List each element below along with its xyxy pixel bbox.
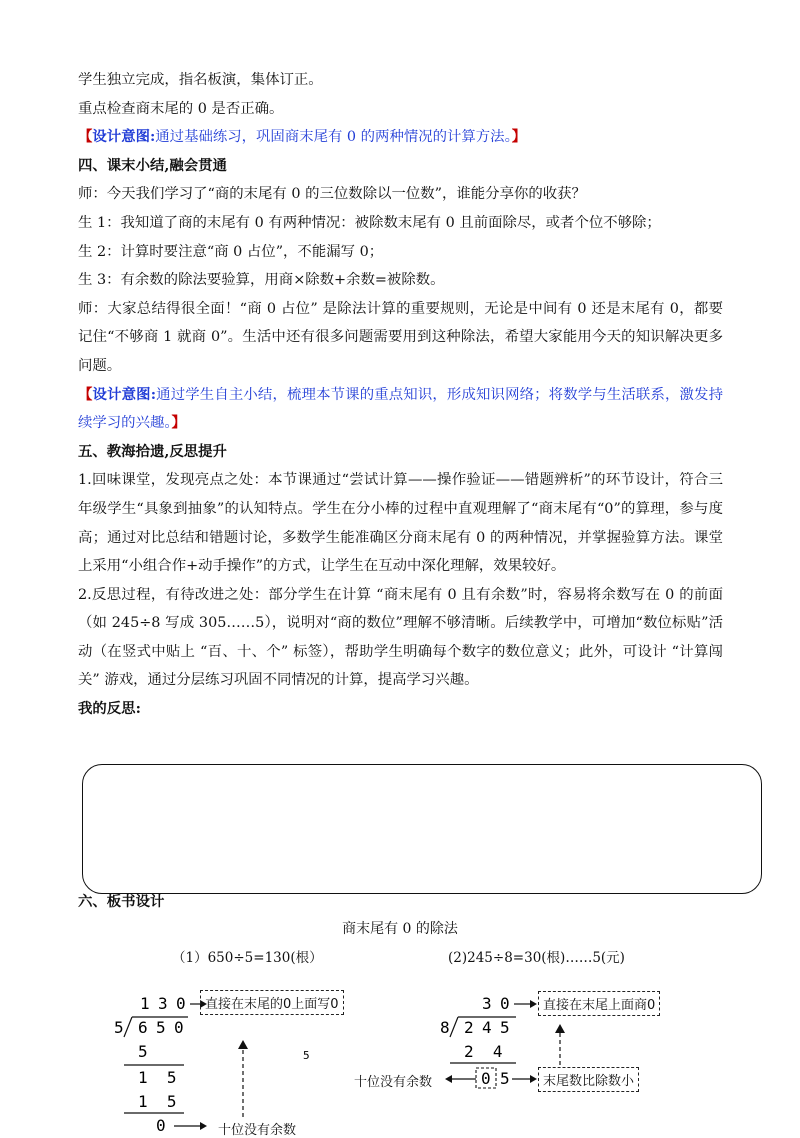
paragraph: 师：大家总结得很全面！“商 0 占位” 是除法计算的重要规则，无论是中间有 0 还是末尾有 0，都要记住“不够商 1 就商 0”。生活中还有很多问题需要用到这种除法，希望大家能用今天的知识解决更多问题。 bbox=[78, 300, 723, 374]
design-intent-label: 设计意图: bbox=[92, 128, 156, 146]
section-heading: 五、教海拾遗,反思提升 bbox=[78, 442, 227, 460]
step-row: 5 bbox=[138, 1042, 148, 1061]
step-row: 2 4 bbox=[464, 1042, 503, 1061]
divisor: 5 bbox=[114, 1018, 124, 1037]
note-box: 末尾数比除数小 bbox=[538, 1067, 639, 1092]
reflection-textbox[interactable] bbox=[82, 764, 762, 894]
step-row: 1 5 bbox=[138, 1092, 177, 1111]
remainder-zero: 0 bbox=[481, 1069, 491, 1088]
dividend-digit: 2 bbox=[464, 1018, 474, 1037]
note-label: 十位没有余数 bbox=[218, 1123, 297, 1138]
dividend-digit: 5 bbox=[156, 1018, 166, 1037]
equation-2: (2)245÷8=30(根)……5(元) bbox=[448, 950, 625, 966]
paragraph: 重点检查商末尾的 0 是否正确。 bbox=[78, 100, 284, 117]
paragraph: 1.回味课堂，发现亮点之处：本节课通过“尝试计算——操作验证——错题辨析”的环节设计，符合三年级学生“具象到抽象”的认知特点。学生在分小棒的过程中直观理解了“商末尾有“0”的算理，参与度高；通过对比总结和错题讨论，多数学生能准确区分商末尾有 0 的两种情况，并掌握验算方法。课堂上采用“小组合作+动手操作”的方式，让学生在互动中深化理解，效果较好。 bbox=[78, 472, 723, 575]
paragraph: 生 3：有余数的除法要验算，用商×除数+余数=被除数。 bbox=[78, 272, 445, 289]
section-heading: 四、课末小结,融会贯通 bbox=[78, 156, 227, 174]
board-title: 商末尾有 0 的除法 bbox=[342, 921, 458, 937]
note-box: 直接在末尾的0上面写0 bbox=[200, 990, 344, 1015]
design-intent-label: 设计意图: bbox=[92, 385, 157, 403]
my-reflection-label: 我的反思: bbox=[78, 700, 141, 718]
arrow-head bbox=[445, 1075, 452, 1083]
step-row: 1 5 bbox=[138, 1068, 177, 1087]
document-body bbox=[78, 66, 723, 724]
quotient-digit: 1 bbox=[140, 994, 150, 1013]
design-intent-note bbox=[78, 381, 723, 438]
note-label: 十位没有余数 bbox=[354, 1075, 433, 1090]
dividend-digit: 0 bbox=[174, 1018, 184, 1037]
dividend-digit: 5 bbox=[500, 1018, 510, 1037]
bracket-open: 【 bbox=[78, 385, 93, 403]
arrow-head bbox=[530, 1075, 537, 1083]
remainder: 5 bbox=[500, 1069, 510, 1088]
step-row: 0 bbox=[156, 1116, 166, 1132]
design-intent-note bbox=[78, 123, 723, 152]
arrow-head bbox=[238, 1040, 248, 1049]
section-heading: 六、板书设计 bbox=[78, 893, 165, 910]
arrow-head bbox=[555, 1024, 565, 1033]
quotient-digit: 3 bbox=[482, 994, 492, 1013]
quotient-digit: 3 bbox=[158, 994, 168, 1013]
page-number: 5 bbox=[303, 1049, 310, 1062]
quotient-digit: 0 bbox=[500, 994, 510, 1013]
paragraph: 学生独立完成，指名板演，集体订正。 bbox=[78, 72, 323, 88]
arrow-head bbox=[200, 1122, 207, 1130]
dividend-digit: 6 bbox=[138, 1018, 148, 1037]
design-intent-text: 通过基础练习，巩固商末尾有 0 的两种情况的计算方法。 bbox=[155, 129, 512, 146]
design-intent-text: 通过学生自主小结，梳理本节课的重点知识，形成知识网络；将数学与生活联系，激发持续学习的兴趣。 bbox=[78, 386, 723, 432]
dividend-digit: 4 bbox=[482, 1018, 492, 1037]
equation-1: （1）650÷5=130(根） bbox=[172, 950, 323, 966]
paragraph: 2.反思过程，有待改进之处：部分学生在计算 “商末尾有 0 且有余数”时，容易将余数写在 0 的前面（如 245÷8 写成 305……5），说明对“商的数位”理解不够清晰。后续教学中，可增加“数位标贴”活动（在竖式中贴上 “百、十、个” 标签），帮助学生明确每个数字的数位意义；此外，可设计 “计算闯关” 游戏，通过分层练习巩固不同情况的计算，提高学习兴趣。 bbox=[78, 586, 723, 689]
paragraph: 师：今天我们学习了“商的末尾有 0 的三位数除以一位数”，谁能分享你的收获？ bbox=[78, 186, 586, 203]
bracket-close: 】 bbox=[511, 128, 527, 146]
paragraph: 生 2：计算时要注意“商 0 占位”，不能漏写 0； bbox=[78, 243, 384, 260]
bracket-close: 】 bbox=[171, 414, 186, 432]
divisor: 8 bbox=[440, 1018, 450, 1037]
bracket-open: 【 bbox=[78, 128, 93, 146]
quotient-digit: 0 bbox=[176, 994, 186, 1013]
arrow-head bbox=[530, 1000, 537, 1008]
paragraph: 生 1：我知道了商的末尾有 0 有两种情况：被除数末尾有 0 且前面除尽，或者个位不够除； bbox=[78, 214, 661, 231]
note-box: 直接在末尾上面商0 bbox=[538, 991, 660, 1016]
